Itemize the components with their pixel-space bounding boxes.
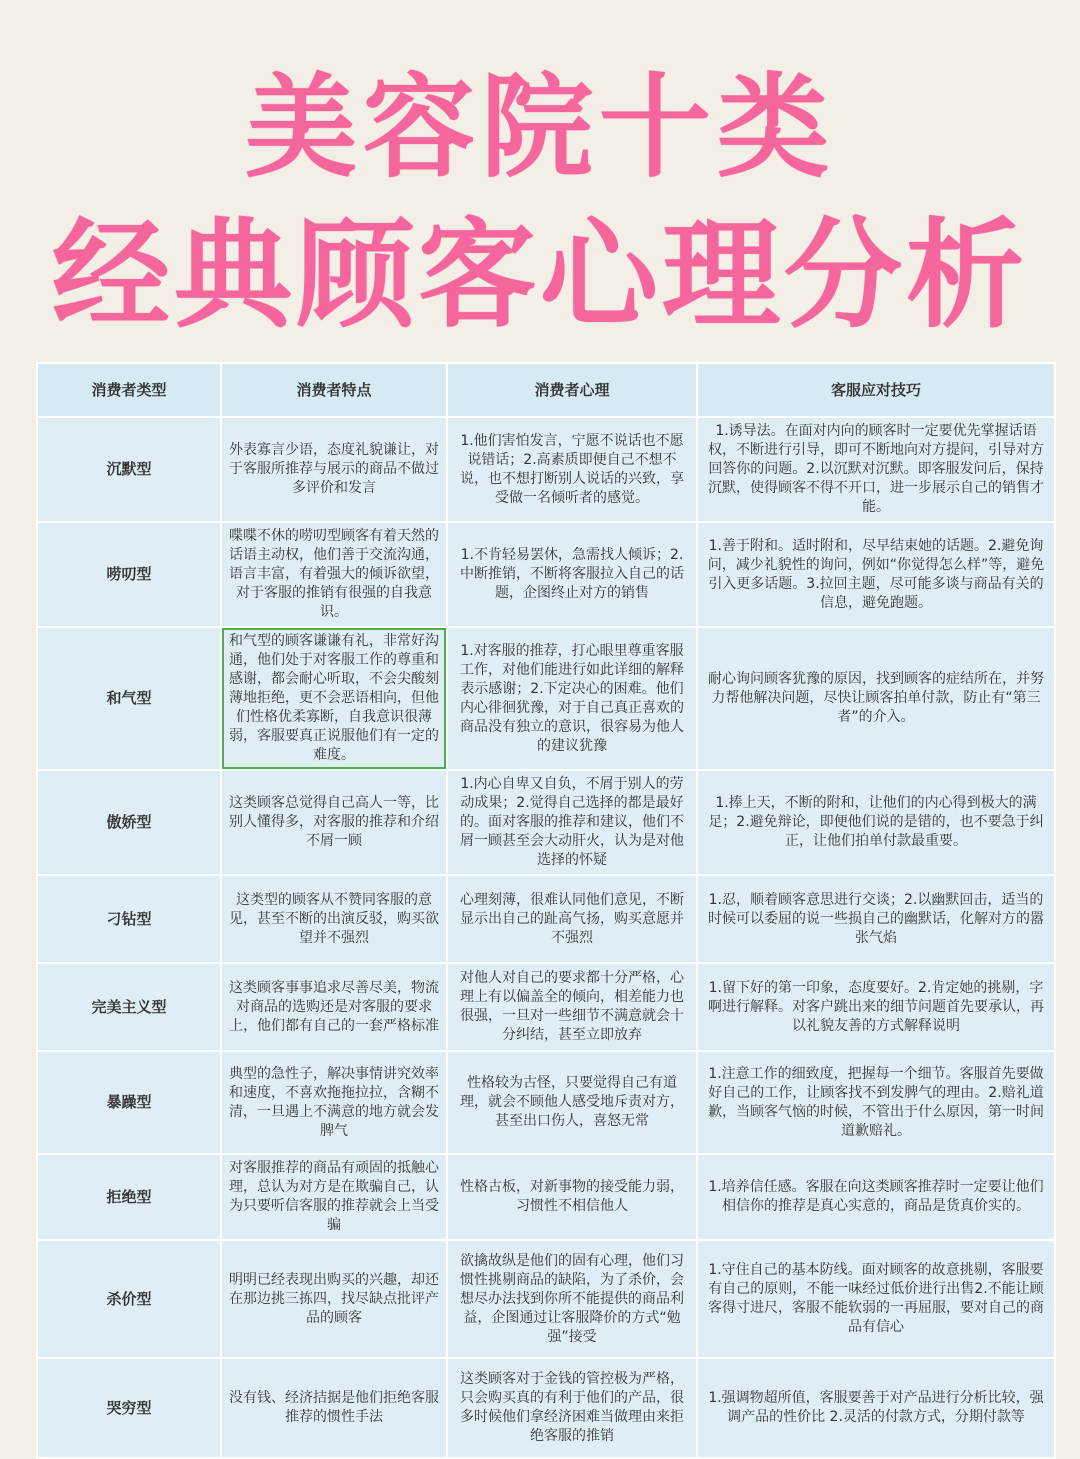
cell-type: 暴躁型 bbox=[37, 1051, 221, 1154]
cell-traits: 外表寡言少语，态度礼貌谦让，对于客服所推荐与展示的商品不做过多评价和发言 bbox=[221, 417, 447, 522]
cell-traits: 这类顾客事事追求尽善尽美，物流对商品的选购还是对客服的要求上，他们都有自己的一套严格标准 bbox=[221, 963, 447, 1051]
cell-tactics: 1.留下好的第一印象，态度要好。2.肯定她的挑剔，字啊进行解释。对客户跳出来的细节问题首先要承认，再以礼貌友善的方式解释说明 bbox=[697, 963, 1055, 1051]
cell-psychology: 对他人对自己的要求都十分严格，心理上有以偏盖全的倾向，相差能力也很强，一旦对一些细节不满意就会十分纠结，甚至立即放弃 bbox=[447, 963, 697, 1051]
cell-type: 傲娇型 bbox=[37, 770, 221, 875]
cell-type: 沉默型 bbox=[37, 417, 221, 522]
table-row bbox=[37, 1154, 1055, 1240]
cell-traits: 这类顾客总觉得自己高人一等，比别人懂得多，对客服的推荐和介绍不屑一顾 bbox=[221, 770, 447, 875]
header-type: 消费者类型 bbox=[37, 363, 221, 417]
cell-psychology: 欲擒故纵是他们的固有心理，他们习惯性挑剔商品的缺陷，为了杀价，会想尽办法找到你所不能提供的商品利益，企图通过让客服降价的方式“勉强”接受 bbox=[447, 1240, 697, 1358]
header-tactics: 客服应对技巧 bbox=[697, 363, 1055, 417]
cell-type: 哭穷型 bbox=[37, 1358, 221, 1458]
table-row bbox=[37, 1051, 1055, 1154]
cell-psychology: 这类顾客对于金钱的管控极为严格，只会购买真的有利于他们的产品，很多时候他们拿经济困难当做理由来拒绝客服的推销 bbox=[447, 1358, 697, 1458]
table-row bbox=[37, 875, 1055, 963]
table-row bbox=[37, 770, 1055, 875]
cell-psychology: 性格古板，对新事物的接受能力弱，习惯性不相信他人 bbox=[447, 1154, 697, 1240]
cell-psychology: 1.对客服的推荐，打心眼里尊重客服工作，对他们能进行如此详细的解释表示感谢；2.下定决心的困难。他们内心徘徊犹豫，对于自己真正喜欢的商品没有独立的意识，很容易为他人的建议犹豫 bbox=[447, 627, 697, 770]
cell-psychology: 1.内心自卑又自负，不屑于别人的劳动成果；2.觉得自己选择的都是最好的。面对客服的推荐和建议，他们不屑一顾甚至会大动肝火，认为是对他选择的怀疑 bbox=[447, 770, 697, 875]
cell-tactics: 1.善于附和。适时附和，尽早结束她的话题。2.避免询问，减少礼貌性的询问，例如“你觉得怎么样”等，避免引入更多话题。3.拉回主题，尽可能多谈与商品有关的信息，避免跑题。 bbox=[697, 522, 1055, 627]
cell-type: 和气型 bbox=[37, 627, 221, 770]
cell-tactics: 1.忍，顺着顾客意思进行交谈；2.以幽默回击，适当的时候可以委屈的说一些损自己的幽默话，化解对方的嚣张气焰 bbox=[697, 875, 1055, 963]
header-traits: 消费者特点 bbox=[221, 363, 447, 417]
cell-tactics: 1.守住自己的基本防线。面对顾客的故意挑剔，客服要有自己的原则，不能一味经过低价进行出售2.不能让顾客得寸进尺，客服不能软弱的一再屈服，要对自己的商品有信心 bbox=[697, 1240, 1055, 1358]
cell-traits: 没有钱、经济拮据是他们拒绝客服推荐的惯性手法 bbox=[221, 1358, 447, 1458]
cell-traits: 这类型的顾客从不赞同客服的意见，甚至不断的出演反驳，购买欲望并不强烈 bbox=[221, 875, 447, 963]
cell-type: 拒绝型 bbox=[37, 1154, 221, 1240]
cell-tactics: 1.捧上天，不断的附和，让他们的内心得到极大的满足；2.避免辩论，即便他们说的是错的，也不要急于纠正，让他们拍单付款最重要。 bbox=[697, 770, 1055, 875]
cell-tactics: 耐心询问顾客犹豫的原因，找到顾客的症结所在，并努力帮他解决问题，尽快让顾客拍单付款，防止有“第三者”的介入。 bbox=[697, 627, 1055, 770]
table-row bbox=[37, 627, 1055, 770]
table-row bbox=[37, 1358, 1055, 1458]
cell-traits: 明明已经表现出购买的兴趣，却还在那边挑三拣四，找尽缺点批评产品的顾客 bbox=[221, 1240, 447, 1358]
cell-tactics: 1.注意工作的细致度，把握每一个细节。客服首先要做好自己的工作，让顾客找不到发脾气的理由。2.赔礼道歉，当顾客气恼的时候，不管出于什么原因，第一时间道歉赔礼。 bbox=[697, 1051, 1055, 1154]
cell-type: 杀价型 bbox=[37, 1240, 221, 1358]
cell-tactics: 1.强调物超所值，客服要善于对产品进行分析比较，强调产品的性价比 2.灵活的付款方式，分期付款等 bbox=[697, 1358, 1055, 1458]
cell-type: 刁钻型 bbox=[37, 875, 221, 963]
table-row bbox=[37, 1240, 1055, 1358]
cell-traits: 对客服推荐的商品有顽固的抵触心理，总认为对方是在欺骗自己，认为只要听信客服的推荐就会上当受骗 bbox=[221, 1154, 447, 1240]
cell-type: 唠叨型 bbox=[37, 522, 221, 627]
cell-tactics: 1.诱导法。在面对内向的顾客时一定要优先掌握话语权，不断进行引导，即可不断地向对方提问，引导对方回答你的问题。2.以沉默对沉默。即客服发问后，保持沉默，使得顾客不得不开口，进一步展示自己的销售才能。 bbox=[697, 417, 1055, 522]
page-title-line1: 美容院十类 bbox=[245, 63, 835, 193]
analysis-table-container bbox=[36, 362, 1054, 1444]
cell-tactics: 1.培养信任感。客服在向这类顾客推荐时一定要让他们相信你的推荐是真心实意的，商品是货真价实的。 bbox=[697, 1154, 1055, 1240]
customer-psychology-table bbox=[36, 362, 1056, 1459]
cell-psychology: 1.不肯轻易罢休，急需找人倾诉；2.中断推销，不断将客服拉入自己的话题，企图终止对方的销售 bbox=[447, 522, 697, 627]
table-row bbox=[37, 417, 1055, 522]
cell-psychology: 心理刻薄，很难认同他们意见，不断显示出自己的趾高气扬，购买意愿并不强烈 bbox=[447, 875, 697, 963]
table-header-row bbox=[37, 363, 1055, 417]
cell-traits: 喋喋不休的唠叨型顾客有着天然的话语主动权，他们善于交流沟通，语言丰富，有着强大的倾诉欲望，对于客服的推销有很强的自我意识。 bbox=[221, 522, 447, 627]
cell-type: 完美主义型 bbox=[37, 963, 221, 1051]
cell-psychology: 性格较为古怪，只要觉得自己有道理，就会不顾他人感受地斥责对方，甚至出口伤人，喜怒无常 bbox=[447, 1051, 697, 1154]
page-title-line2: 经典顾客心理分析 bbox=[51, 206, 1028, 344]
cell-traits: 典型的急性子，解决事情讲究效率和速度，不喜欢拖拖拉拉，含糊不清，一旦遇上不满意的地方就会发脾气 bbox=[221, 1051, 447, 1154]
header-psychology: 消费者心理 bbox=[447, 363, 697, 417]
cell-traits: 和气型的顾客谦谦有礼，非常好沟通，他们处于对客服工作的尊重和感谢，都会耐心听取，不会尖酸刻薄地拒绝，更不会恶语相向，但他们性格优柔寡断，自我意识很薄弱，客服要真正说服他们有一定的难度。 bbox=[221, 627, 447, 770]
table-row bbox=[37, 963, 1055, 1051]
cell-psychology: 1.他们害怕发言，宁愿不说话也不愿说错话；2.高素质即便自己不想不说，也不想打断别人说话的兴致，享受做一名倾听者的感觉。 bbox=[447, 417, 697, 522]
table-row bbox=[37, 522, 1055, 627]
